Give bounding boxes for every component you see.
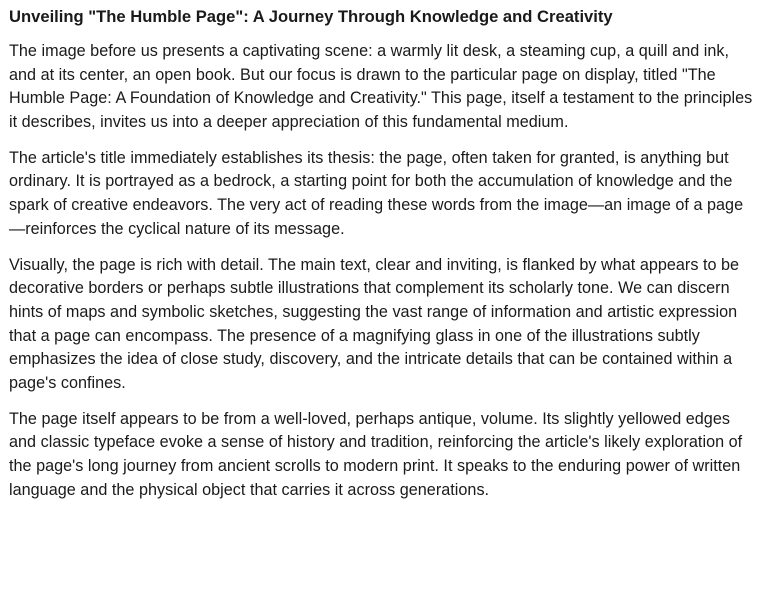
- article-title: Unveiling "The Humble Page": A Journey Through Knowledge and Creativity: [9, 7, 613, 26]
- article-paragraph-2: The article's title immediately establishes its thesis: the page, often taken for granted, is anything but ordinary. It is portrayed as a bedrock, a starting point for both the accumulation of knowledge and the spark of creative endeavors. The very act of reading these words from the image—an image of a page—reinforces the cyclical nature of its message.: [9, 148, 744, 238]
- article-paragraph-4: The page itself appears to be from a well-loved, perhaps antique, volume. Its slightly yellowed edges and classic typeface evoke a sense of history and tradition, reinforcing the article's likely exploration of the page's long journey from ancient scrolls to modern print. It speaks to the enduring power of written language and the physical object that carries it across generations.: [9, 409, 743, 499]
- article-paragraph-1: The image before us presents a captivating scene: a warmly lit desk, a steaming cup, a quill and ink, and at its center, an open book. But our focus is drawn to the particular page on display, titled "The Humble Page: A Foundation of Knowledge and Creativity." This page, itself a testament to the principles it describes, invites us into a deeper appreciation of this fundamental medium.: [9, 42, 753, 131]
- article-paragraph-3: Visually, the page is rich with detail. The main text, clear and inviting, is flanked by what appears to be decorative borders or perhaps subtle illustrations that complement its scholarly tone. We can discern hints of maps and symbolic sketches, suggesting the vast range of information and artistic expression that a page can encompass. The presence of a magnifying glass in one of the illustrations subtly emphasizes the idea of close study, discovery, and the intricate details that can be contained within a page's confines.: [9, 255, 740, 392]
